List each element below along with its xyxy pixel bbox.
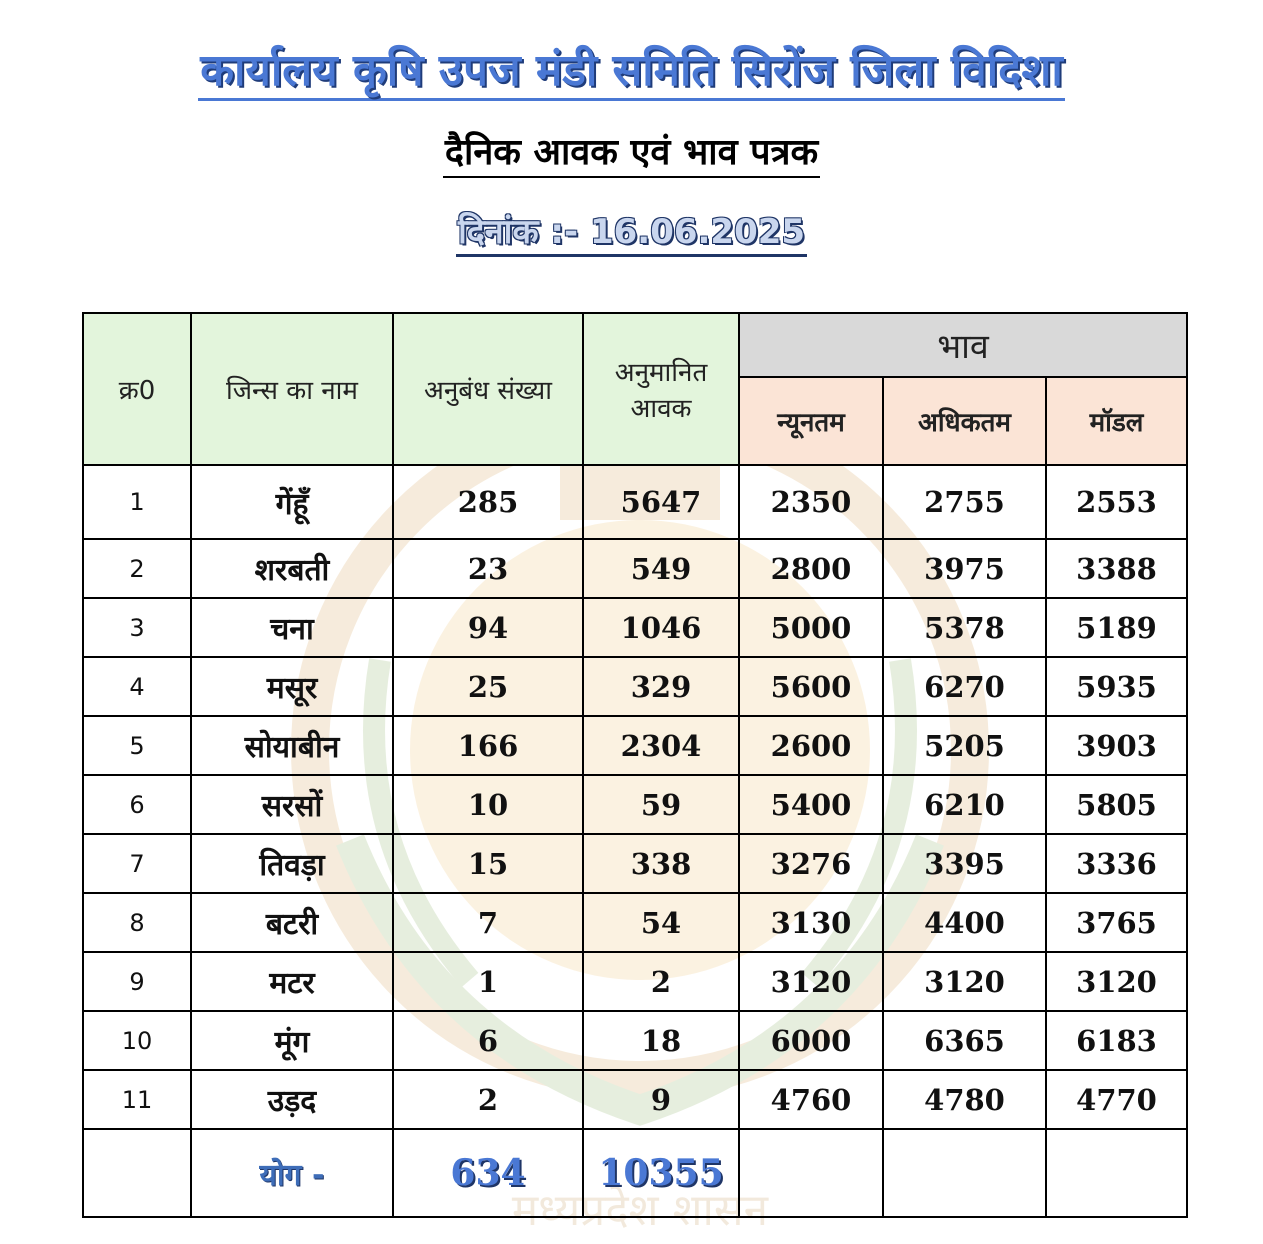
total-empty-model [1046,1129,1187,1217]
table-row [83,657,1187,716]
table-row [83,539,1187,598]
cell-max: 4400 [883,893,1046,952]
cell-sn: 4 [83,657,191,716]
cell-model: 3388 [1046,539,1187,598]
cell-name: शरबती [191,539,393,598]
table-row [83,893,1187,952]
cell-contracts: 1 [393,952,583,1011]
cell-contracts: 10 [393,775,583,834]
office-title-text: कार्यालय कृषि उपज मंडी समिति सिरोंज जिला विदिशा [198,44,1065,101]
table-row [83,1011,1187,1070]
cell-name: गेंहूँ [191,465,393,539]
cell-max: 6365 [883,1011,1046,1070]
cell-sn: 6 [83,775,191,834]
cell-name: चना [191,598,393,657]
cell-model: 6183 [1046,1011,1187,1070]
table-row [83,716,1187,775]
table-row [83,952,1187,1011]
cell-arrival: 18 [583,1011,739,1070]
total-row [83,1129,1187,1217]
table-row [83,1070,1187,1129]
cell-arrival: 2 [583,952,739,1011]
table-row [83,834,1187,893]
cell-contracts: 94 [393,598,583,657]
cell-contracts: 15 [393,834,583,893]
cell-sn: 3 [83,598,191,657]
cell-name: बटरी [191,893,393,952]
cell-sn: 10 [83,1011,191,1070]
cell-min: 3276 [739,834,883,893]
cell-sn: 5 [83,716,191,775]
cell-sn: 1 [83,465,191,539]
total-empty-min [739,1129,883,1217]
header-max: अधिकतम [883,377,1046,465]
date-line [0,210,1263,257]
cell-name: तिवड़ा [191,834,393,893]
cell-min: 3120 [739,952,883,1011]
header-min: न्यूनतम [739,377,883,465]
cell-min: 3130 [739,893,883,952]
cell-contracts: 7 [393,893,583,952]
table-row [83,775,1187,834]
total-empty-max [883,1129,1046,1217]
cell-arrival: 1046 [583,598,739,657]
cell-model: 3765 [1046,893,1187,952]
cell-min: 2350 [739,465,883,539]
cell-arrival: 338 [583,834,739,893]
cell-arrival: 59 [583,775,739,834]
cell-min: 5600 [739,657,883,716]
sheet-title [0,130,1263,178]
header-contracts: अनुबंध संख्या [393,313,583,465]
cell-max: 2755 [883,465,1046,539]
cell-sn: 11 [83,1070,191,1129]
cell-arrival: 54 [583,893,739,952]
total-empty-sn [83,1129,191,1217]
cell-model: 5805 [1046,775,1187,834]
cell-max: 3120 [883,952,1046,1011]
cell-max: 3395 [883,834,1046,893]
cell-model: 5935 [1046,657,1187,716]
cell-min: 2800 [739,539,883,598]
cell-max: 3975 [883,539,1046,598]
cell-model: 3120 [1046,952,1187,1011]
table-row [83,465,1187,539]
sheet-title-text: दैनिक आवक एवं भाव पत्रक [443,130,820,178]
cell-name: सरसों [191,775,393,834]
cell-min: 5400 [739,775,883,834]
cell-name: मूंग [191,1011,393,1070]
header-price-group: भाव [739,313,1187,377]
cell-model: 3336 [1046,834,1187,893]
cell-contracts: 2 [393,1070,583,1129]
header-sn: क्र0 [83,313,191,465]
cell-name: सोयाबीन [191,716,393,775]
cell-max: 6210 [883,775,1046,834]
cell-model: 4770 [1046,1070,1187,1129]
cell-arrival: 9 [583,1070,739,1129]
cell-sn: 8 [83,893,191,952]
cell-name: उड़द [191,1070,393,1129]
header-model: मॉडल [1046,377,1187,465]
cell-arrival: 549 [583,539,739,598]
cell-contracts: 23 [393,539,583,598]
date-line-text: दिनांक :- 16.06.2025 [456,210,807,257]
cell-max: 6270 [883,657,1046,716]
cell-sn: 9 [83,952,191,1011]
price-table [82,312,1188,1218]
cell-sn: 2 [83,539,191,598]
cell-min: 6000 [739,1011,883,1070]
cell-arrival: 329 [583,657,739,716]
cell-name: मसूर [191,657,393,716]
total-contracts: 634 [393,1129,583,1217]
cell-contracts: 285 [393,465,583,539]
cell-max: 4780 [883,1070,1046,1129]
header-name: जिन्स का नाम [191,313,393,465]
total-label: योग - [191,1129,393,1217]
cell-model: 2553 [1046,465,1187,539]
cell-min: 5000 [739,598,883,657]
total-arrival: 10355 [583,1129,739,1217]
cell-contracts: 6 [393,1011,583,1070]
table-row [83,598,1187,657]
cell-sn: 7 [83,834,191,893]
cell-max: 5378 [883,598,1046,657]
cell-min: 4760 [739,1070,883,1129]
cell-model: 3903 [1046,716,1187,775]
cell-name: मटर [191,952,393,1011]
cell-model: 5189 [1046,598,1187,657]
cell-arrival: 2304 [583,716,739,775]
cell-min: 2600 [739,716,883,775]
office-title [0,44,1263,101]
cell-contracts: 166 [393,716,583,775]
cell-arrival: 5647 [583,465,739,539]
header-arrival: अनुमानित आवक [583,313,739,465]
cell-max: 5205 [883,716,1046,775]
cell-contracts: 25 [393,657,583,716]
watermark-text: मध्यप्रदेश शासन [511,1185,769,1236]
